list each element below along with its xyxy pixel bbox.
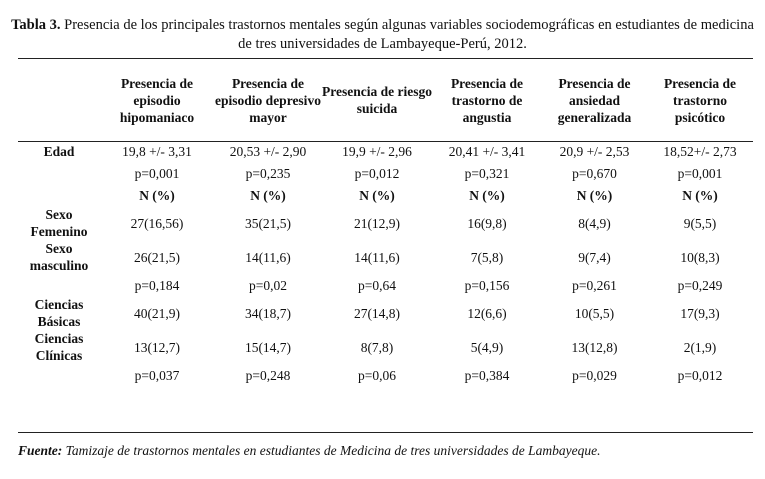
- table-cell: 40(21,9): [133, 305, 181, 321]
- col-header-psicotico: Presencia de trastorno psicótico: [663, 75, 737, 125]
- table-cell: 20,9 +/- 2,53: [559, 143, 630, 159]
- table-row: [18, 296, 753, 330]
- footnote-label: Fuente:: [18, 443, 63, 458]
- table-cell: 8(7,8): [360, 339, 394, 355]
- p-value-cell: p=0,321: [464, 165, 510, 181]
- table-row: [18, 240, 753, 274]
- p-value-cell: p=0,012: [354, 165, 400, 181]
- table-cell: 9(7,4): [578, 249, 611, 265]
- p-value-cell: p=0,012: [677, 367, 723, 383]
- p-value-cell: p=0,06: [358, 367, 396, 383]
- table-cell: 20,41 +/- 3,41: [448, 143, 526, 159]
- table-cell: 7(5,8): [470, 249, 504, 265]
- table-row: [18, 162, 753, 184]
- caption-text: Presencia de los principales trastornos mentales según algunas variables sociodemográficas en estudiantes de medicina de tres universidades de Lambayeque-Perú, 2012.: [64, 17, 754, 52]
- p-value-cell: p=0,037: [134, 367, 180, 383]
- table-cell: 8(4,9): [578, 215, 611, 231]
- table-cell: 34(18,7): [244, 305, 292, 321]
- p-value-cell: p=0,261: [572, 277, 617, 293]
- table-row: [18, 140, 753, 162]
- table-cell: 19,8 +/- 3,31: [122, 143, 192, 159]
- caption-label: Tabla 3.: [11, 17, 61, 33]
- corner-cell: [18, 60, 100, 140]
- n-header-cell: N (%): [139, 187, 175, 203]
- table-row: [18, 206, 753, 240]
- table-cell: 13(12,8): [571, 339, 618, 355]
- p-value-cell: p=0,184: [134, 277, 180, 293]
- n-header-cell: N (%): [576, 187, 613, 203]
- table-cell: 20,53 +/- 2,90: [229, 143, 307, 159]
- top-rule: [18, 58, 753, 59]
- n-header-cell: N (%): [682, 187, 718, 203]
- table-row: [18, 274, 753, 296]
- p-value-cell: p=0,249: [677, 277, 723, 293]
- row-label-sexo-femenino: Sexo Femenino: [30, 207, 88, 239]
- table-row: [18, 330, 753, 364]
- p-value-cell: p=0,029: [572, 367, 617, 383]
- table-cell: 14(11,6): [354, 249, 400, 265]
- p-value-cell: p=0,001: [134, 165, 180, 181]
- row-label-ciencias-clinicas: Ciencias Clínicas: [34, 331, 84, 363]
- data-table: [18, 60, 753, 386]
- p-value-cell: p=0,64: [358, 277, 396, 293]
- col-header-depresivo: Presencia de episodio depresivo mayor: [215, 75, 321, 125]
- n-header-cell: N (%): [250, 187, 286, 203]
- table-cell: 19,9 +/- 2,96: [342, 143, 412, 159]
- p-value-cell: p=0,384: [464, 367, 510, 383]
- header-row: [18, 60, 753, 140]
- col-header-suicida: Presencia de riesgo suicida: [322, 84, 432, 116]
- p-value-cell: p=0,670: [572, 165, 617, 181]
- p-value-cell: p=0,248: [245, 367, 291, 383]
- table-cell: 26(21,5): [133, 249, 181, 265]
- table-cell: 12(6,6): [467, 305, 507, 321]
- table-cell: 9(5,5): [683, 215, 717, 231]
- table-cell: 2(1,9): [683, 339, 717, 355]
- p-value-cell: p=0,235: [245, 165, 291, 181]
- footnote-text: Tamizaje de trastornos mentales en estudiantes de Medicina de tres universidades de Lambayeque.: [65, 443, 601, 458]
- col-header-angustia: Presencia de trastorno de angustia: [450, 75, 524, 125]
- p-value-cell: p=0,001: [677, 165, 723, 181]
- n-header-cell: N (%): [469, 187, 505, 203]
- table-cell: 13(12,7): [133, 339, 181, 355]
- bottom-rule: [18, 432, 753, 433]
- row-label-sexo-masculino: Sexo masculino: [29, 241, 89, 273]
- table-cell: 14(11,6): [245, 249, 291, 265]
- table-cell: 10(5,5): [574, 305, 615, 321]
- table-cell: 15(14,7): [244, 339, 292, 355]
- table-cell: 21(12,9): [353, 215, 401, 231]
- table-caption: [10, 16, 755, 54]
- col-header-ansiedad: Presencia de ansiedad generalizada: [557, 75, 632, 125]
- n-header-cell: N (%): [359, 187, 395, 203]
- table-cell: 17(9,3): [680, 305, 720, 321]
- table-cell: 27(14,8): [353, 305, 401, 321]
- p-value-cell: p=0,156: [464, 277, 510, 293]
- table-cell: 35(21,5): [244, 215, 292, 231]
- table-row: [18, 364, 753, 386]
- col-header-hipomaniaco: Presencia de episodio hipomaniaco: [119, 75, 195, 125]
- table-cell: 5(4,9): [470, 339, 504, 355]
- table-cell: 18,52+/- 2,73: [663, 143, 737, 159]
- p-value-cell: p=0,02: [249, 277, 287, 293]
- table-cell: 16(9,8): [467, 215, 507, 231]
- table-cell: 10(8,3): [680, 249, 720, 265]
- n-header-row: [18, 184, 753, 206]
- row-label-ciencias-basicas: Ciencias Básicas: [34, 297, 84, 329]
- row-label-edad: Edad: [43, 143, 75, 159]
- footnote: [18, 443, 600, 459]
- table-cell: 27(16,56): [130, 215, 184, 231]
